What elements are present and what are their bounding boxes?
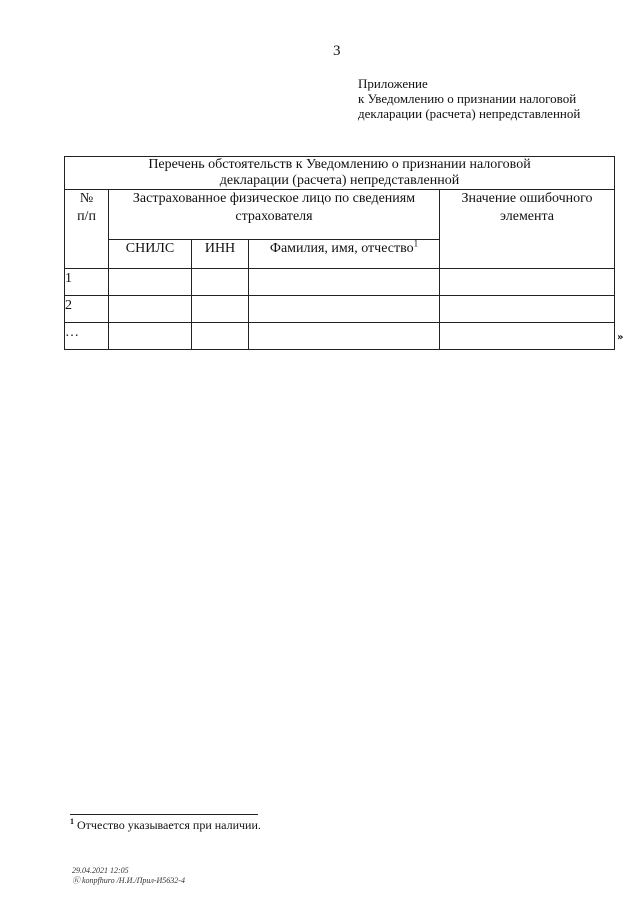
- header-number-line-1: №: [79, 191, 94, 206]
- table-row: [65, 296, 615, 323]
- appendix-heading: [358, 76, 580, 121]
- stamp-reference: Ⓚ konpfhuro /Н.И./Прил-И5632-4: [72, 876, 185, 885]
- row-number: 2: [65, 296, 109, 323]
- cell-inn: [192, 269, 249, 296]
- cell-inn: [192, 296, 249, 323]
- table-row: [65, 269, 615, 296]
- cell-snils: [109, 269, 192, 296]
- page-number: 3: [333, 43, 341, 59]
- footnote-reference: 1: [413, 238, 419, 249]
- cell-erroneous-value: [440, 269, 615, 296]
- row-number: …: [65, 323, 109, 350]
- cell-full-name: [249, 296, 440, 323]
- header-erroneous-value-line-2: элемента: [499, 209, 555, 224]
- header-full-name: [249, 240, 440, 269]
- header-number: [65, 190, 109, 269]
- footnote-text: Отчество указывается при наличии.: [77, 818, 261, 832]
- header-insured-person: [109, 190, 440, 240]
- table-title-line-1: Перечень обстоятельств к Уведомлению о признании налоговой: [148, 157, 531, 172]
- header-number-line-2: п/п: [77, 209, 96, 224]
- header-erroneous-value: [440, 190, 615, 269]
- stamp-datetime: 29.04.2021 12:05: [72, 866, 129, 875]
- footnote-mark: 1: [70, 817, 74, 826]
- appendix-line-1: Приложение: [358, 76, 428, 91]
- cell-full-name: [249, 269, 440, 296]
- cell-inn: [192, 323, 249, 350]
- header-inn: ИНН: [192, 240, 249, 269]
- header-erroneous-value-line-1: Значение ошибочного: [461, 191, 593, 206]
- footnote-divider: [70, 814, 258, 815]
- row-number: 1: [65, 269, 109, 296]
- scan-margin-mark: »: [617, 332, 624, 343]
- table-title-line-2: декларации (расчета) непредставленной: [219, 173, 460, 188]
- appendix-line-2: к Уведомлению о признании налоговой: [358, 91, 577, 106]
- footnote: [70, 817, 261, 833]
- table-title: [65, 157, 615, 190]
- header-full-name-label: Фамилия, имя, отчество: [269, 241, 414, 256]
- circumstances-table: [64, 156, 615, 350]
- cell-snils: [109, 296, 192, 323]
- cell-full-name: [249, 323, 440, 350]
- document-stamp: [72, 866, 185, 886]
- table-row: [65, 323, 615, 350]
- cell-erroneous-value: [440, 323, 615, 350]
- cell-snils: [109, 323, 192, 350]
- appendix-line-3: декларации (расчета) непредставленной: [358, 106, 581, 121]
- cell-erroneous-value: [440, 296, 615, 323]
- header-insured-person-line-2: страхователя: [235, 209, 313, 224]
- header-insured-person-line-1: Застрахованное физическое лицо по сведениям: [132, 191, 416, 206]
- header-snils: СНИЛС: [109, 240, 192, 269]
